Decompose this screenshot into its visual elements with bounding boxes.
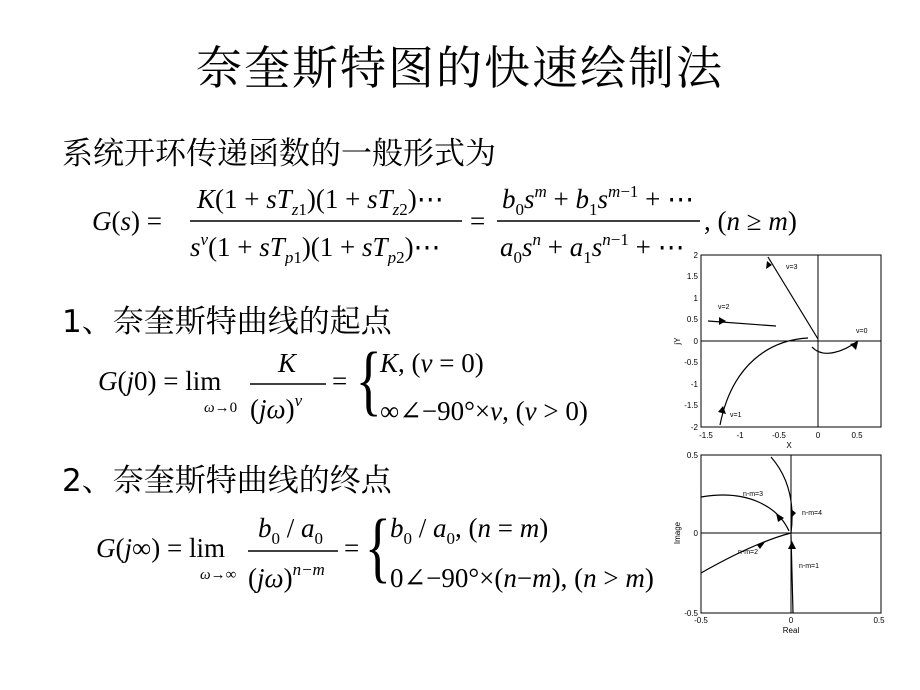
page-title: 奈奎斯特图的快速绘制法 (196, 41, 724, 95)
arrow-nm1 (788, 541, 796, 549)
svg-text:(jω)v: $(j\omega)^v$ (250, 391, 303, 424)
ytick: 1 (693, 294, 698, 303)
ytick: -0.5 (684, 358, 698, 367)
svg-text:K: K (278, 348, 297, 378)
ytick: -0.5 (684, 609, 698, 618)
ytick: -1.5 (684, 401, 698, 410)
label-v2: ν=2 (718, 304, 730, 311)
xtick: -0.5 (694, 616, 708, 625)
section-heading-general-form: 系统开环传递函数的一般形式为 (62, 136, 496, 172)
svg-text:(jω)n−m: $(j\omega)^{n-m}$ (248, 560, 325, 593)
svg-text:b0 / a0: $b_0 / a_0$ (258, 513, 324, 548)
arrow-nm4 (791, 509, 796, 518)
label-nm3: n-m=3 (743, 491, 764, 498)
svg-text:sv(1 + sTp1)(1 + sTp2)⋯: $s^v(1 + sT_p1)(1$ + $sT_p2)\cdots$ (190, 230, 441, 266)
xtick: -0.5 (772, 431, 786, 440)
svg-text:a0sn + a1sn−1 + ⋯: $a_0s^n + a_1s^n-1$ + ⋯ (500, 230, 685, 266)
svg-text:∞∠−90°×v, (v > 0): ∞∠−90°×v, (v > 0) (380, 396, 588, 426)
ytick: 1.5 (686, 272, 698, 281)
curve-v0 (812, 341, 858, 353)
xtick: 0.5 (873, 616, 885, 625)
curve-nm3 (701, 495, 789, 531)
label-v0: ν=0 (856, 328, 868, 335)
svg-text:b0 / a0, (n = m): $b_0 / a_0$, (n = m) (390, 513, 549, 548)
nyquist-start-plot (668, 244, 890, 456)
svg-text:ω→0: ω→0 (204, 400, 238, 416)
label-nm4: n-m=4 (802, 510, 823, 517)
xtick: -1.5 (699, 431, 713, 440)
curve-nm4 (771, 457, 792, 533)
y-axis-label: jY (673, 337, 682, 345)
ytick: 0 (693, 529, 698, 538)
arrow-v2 (719, 317, 726, 325)
svg-text:{: { (364, 505, 392, 591)
label-v1: ν=1 (730, 412, 742, 419)
ytick: 0 (693, 337, 698, 346)
xtick: 0.5 (851, 431, 863, 440)
label-nm1: n-m=1 (799, 563, 820, 570)
ytick: -1 (690, 380, 698, 389)
x-axis-label: Real (782, 626, 800, 635)
svg-text:G(j∞) = lim: G(j∞) = lim (96, 533, 225, 563)
section-heading-end-point: 2、奈奎斯特曲线的终点 (62, 463, 392, 499)
svg-text:ω→∞: ω→∞ (200, 567, 237, 583)
svg-text:{: { (355, 340, 382, 424)
ytick: 0.5 (686, 451, 698, 460)
start-point-equation (98, 340, 658, 443)
xtick: 0 (788, 616, 794, 625)
svg-text:=: = (470, 206, 486, 236)
svg-text:K(1 + sTz1)(1 + sTz2)⋯: $K(1 + sT_z1)(1$ + $sT_z2)\cdots$ (197, 184, 444, 219)
label-v3: ν=3 (786, 264, 798, 271)
curve-v2 (708, 321, 776, 326)
ytick: -2 (690, 423, 698, 432)
nyquist-end-plot (668, 447, 890, 641)
y-axis-label: Image (673, 521, 682, 545)
xtick: -1 (736, 431, 744, 440)
label-nm2: n-m=2 (738, 549, 759, 556)
svg-text:0∠−90°×(n−m), (n > m): 0∠−90°×(n−m), (n > m) (390, 563, 654, 593)
section-heading-start-point: 1、奈奎斯特曲线的起点 (62, 304, 392, 340)
svg-text:b0sm + b1sm−1 + ⋯: $b_0s^m + b_1s^m-1$ + ⋯ (502, 182, 695, 219)
svg-text:G(s) =: G(s) = (92, 206, 162, 236)
ytick: 2 (693, 251, 698, 260)
svg-text:=: = (332, 366, 348, 396)
x-axis-label: X (786, 441, 792, 450)
svg-text:=: = (344, 533, 360, 563)
svg-text:G(j0) = lim: G(j0) = lim (98, 366, 222, 396)
end-point-equation (96, 505, 696, 612)
svg-text:K, (v = 0): K, (v = 0) (380, 348, 484, 378)
ytick: 0.5 (686, 315, 698, 324)
svg-text:, (n ≥ m): , (n ≥ m) (704, 206, 797, 236)
xtick: 0 (815, 431, 821, 440)
